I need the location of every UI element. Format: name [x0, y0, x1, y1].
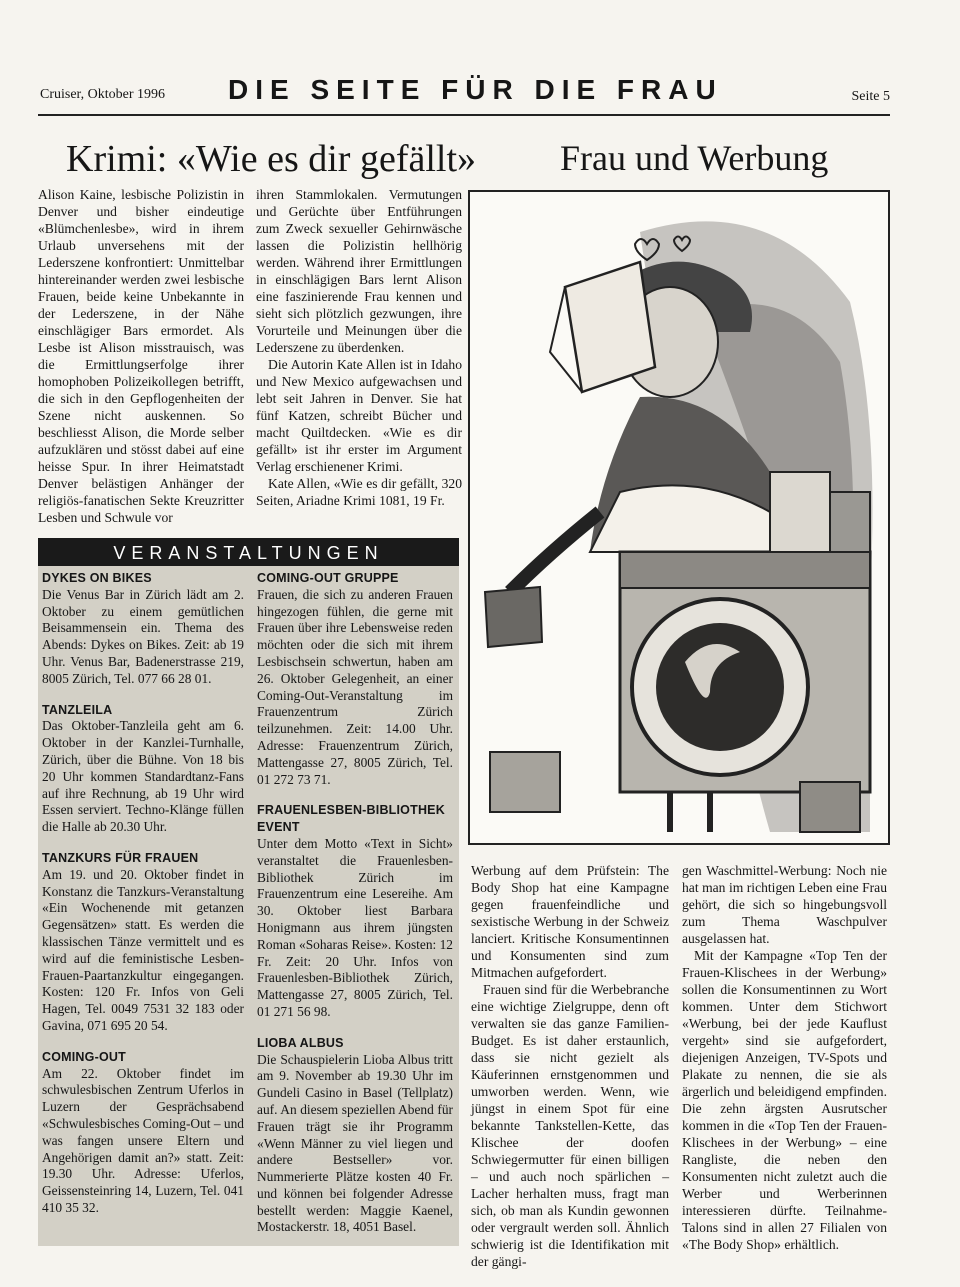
werbung-headline: Frau und Werbung — [560, 138, 829, 178]
woman-washing-machine-illustration — [468, 190, 890, 845]
krimi-paragraph: Alison Kaine, lesbische Polizistin in Denver und bisher eindeutige «Blümchenlesbe», wird in ihrem Urlaub unversehens mit der Lederszene konfrontiert: Unmittelbar hintereinander werden zwei lesbische Frauen, beide keine Unbekannte in der Lederszene, in der Nähe einschlägiger Bars ermordet. Als Lesbe ist Alison misstrauisch, was die Ermittlungserfolge ihrer homophoben Polizeikollegen betrifft, die sich in den Gepflogenheiten der Szene nicht auskennen. So beschliesst Alison, die Morde selber aufzuklären und stösst dabei auf eine heisse Spur. In ihrer Heimatstadt Denver belästigen Anhänger der religiös-fanatischen Sekte Kreuzritter Lesben und Schwule vor — [38, 187, 244, 525]
event-title: TANZLEILA — [42, 702, 113, 717]
event-text: Frauen, die sich zu anderen Frauen hingezogen fühlen, die gerne mit Frauen über ihre Lebensweise reden möchten oder die sich mit ihrem Lesbischsein schwertun, haben am 26. Oktober Gelegenheit, an einer Coming-Out-Veranstaltung im Frauenzentrum Zürich teilzunehmen. Zeit: 14.00 Uhr. Adresse: Frauenzentrum Zürich, Mattengasse 27, 8005 Zürich, Tel. 01 272 73 71. — [257, 586, 453, 787]
event-title: LIOBA ALBUS — [257, 1035, 344, 1050]
werbung-paragraph: gen Waschmittel-Werbung: Noch nie hat man im richtigen Leben eine Frau gehört, die sich so hingebungsvoll zum Thema Waschpulver ausgelassen hat. — [682, 863, 887, 946]
event-text: Die Schauspielerin Lioba Albus tritt am 9. November ab 19.30 Uhr im Gundeli Casino in Basel (Tellplatz) auf. An diesem speziellen Abend für Frauen trägt sie ihr Programm «Wenn Männer zu viel liegen und andere Bestseller» vor. Nummerierte Plätze kosten 40 Fr. und können bei folgender Adresse bestellt werden: Maggie Kaenel, Mostackerstr. 18, 4051 Basel. — [257, 1051, 453, 1235]
illustration-drawing — [470, 192, 888, 843]
werbung-paragraph: Werbung auf dem Prüfstein: The Body Shop hat eine Kampagne gegen frauenfeindliche und sexistische Werbung in der Schweiz lanciert. Kritische Konsumentinnen und Konsumenten sind zum Mitmachen aufgefordert. — [471, 863, 669, 980]
event-text: Am 22. Oktober findet im schwulesbischen Zentrum Uferlos in Luzern der Gesprächsabend «Schwulesbisches Coming-Out – und was fangen unsere Eltern und Angehörigen damit an?» statt. Zeit: 19.30 Uhr. Adresse: Uferlos, Geissensteinring 14, Luzern, Tel. 041 410 35 32. — [42, 1065, 244, 1215]
krimi-column-1 — [38, 186, 244, 526]
krimi-paragraph: ihren Stammlokalen. Vermutungen und Gerüchte über Entführungen zum Zweck sexueller Gehirnwäsche lassen die Polizistin hellhörig werden. Während ihrer Ermittlungen in einschlägigen Bars lernt Alison eine faszinierende Frau kennen und sieht sich plötzlich gezwungen, ihre Vorurteile und Meinungen über die Lederszene zu überdenken. — [256, 187, 462, 355]
event-title: FRAUENLESBEN-BIBLIOTHEK EVENT — [257, 803, 445, 835]
issue-label: Cruiser, Oktober 1996 — [40, 87, 166, 102]
event-title: DYKES ON BIKES — [42, 571, 152, 585]
werbung-paragraph: Mit der Kampagne «Top Ten der Frauen-Klischees in der Werbung» sollen die Konsumentinnen zu Wort kommen. Unter dem Stichwort «Werbung, bei der jede Kauflust vergeht» sind sie aufgefordert, diejenigen Anzeigen, TV-Spots und Plakate zu nennen, die sie als ärgerlich und beleidigend empfinden. Die zehn ärgsten Ausrutscher kommen in die «Top Ten der Frauen-Klischees in der Werbung» – eine Rangliste, die neben den Konsumenten nicht zuletzt auch die Werber und Werberinnen interessieren dürfte. Teilnahme-Talons sind in allen 27 Filialen von «The Body Shop» erhältlich. — [682, 948, 887, 1252]
event-text: Das Oktober-Tanzleila geht am 6. Oktober in der Kanzlei-Turnhalle, Zürich, über die Bühne. Von 18 bis 20 Uhr kommen Standardtanz-Fans auf ihre Rechnung, ab 19 Uhr wird Essen serviert. Techno-Klänge füllen die Halle ab 20.30 Uhr. — [42, 718, 244, 835]
page-number: Seite 5 — [851, 89, 890, 104]
krimi-paragraph: Kate Allen, «Wie es dir gefällt, 320 Seiten, Ariadne Krimi 1081, 19 Fr. — [256, 476, 462, 508]
events-column-left — [42, 570, 244, 1231]
werbung-column-1 — [471, 862, 669, 1270]
event-text: Die Venus Bar in Zürich lädt am 2. Oktober zu einem gemütlichen Beisammensein ein. Thema des Abends: Dykes on Bikes. Zeit: ab 19 Uhr. Venus Bar, Badenerstrasse 219, 8005 Zürich, Tel. 077 66 28 01. — [42, 586, 244, 686]
event-title: COMING-OUT GRUPPE — [257, 571, 399, 585]
page-title: DIE SEITE FÜR DIE FRAU — [228, 74, 723, 105]
krimi-paragraph: Die Autorin Kate Allen ist in Idaho und New Mexico aufgewachsen und lebt seit Jahren in Denver. Sie hat fünf Katzen, schreibt Bücher und macht Quiltdecken. «Wie es dir gefällt» ist ihr erster im Argument Verlag erschienener Krimi. — [256, 357, 462, 474]
werbung-column-2 — [682, 862, 887, 1253]
krimi-column-2 — [256, 186, 462, 509]
events-column-right — [257, 570, 453, 1250]
event-title: TANZKURS FÜR FRAUEN — [42, 850, 199, 865]
krimi-headline: Krimi: «Wie es dir gefällt» — [66, 138, 477, 180]
event-text: Unter dem Motto «Text in Sicht» veranstaltet die Frauenlesben-Bibliothek Zürich im Frauenzentrum eine Lesereihe. Am 30. Oktober liest Barbara Honigmann aus ihrem jüngsten Roman «Soharas Reise». Kosten: 12 Fr. Zeit: 20 Uhr. Infos von Frauenlesben-Bibliothek Zürich, Mattengasse 27, 8005 Zürich, Tel. 01 271 56 98. — [257, 835, 454, 1019]
event-title: COMING-OUT — [42, 1049, 126, 1064]
werbung-paragraph: Frauen sind für die Werbebranche eine wichtige Zielgruppe, denn oft verwalten sie das ganze Familien-Budget. Es ist daher erstaunlich, dass sie nicht gezielt als Käuferinnen ernstgenommen und umworben werden. Wenn, wie jüngst in einem Spot für eine bekannte Tankstellen-Kette, das Klischee der doofen Schwiegermutter für einen billigen – und auch noch spärlichen – Lacher herhalten muss, fragt man sich, ob man als Kundin gewonnen oder vergrault werden soll. Ähnlich schwierig ist die Identifikation mit der gängi- — [471, 982, 669, 1269]
events-header: VERANSTALTUNGEN — [38, 538, 459, 566]
event-text: Am 19. und 20. Oktober findet in Konstanz die Tanzkurs-Veranstaltung «Ein Wochenende mit getanzen Gegensätzen» statt. Es werden die klassischen Tänze vermittelt und es wird auf die feministische Lesben-Frauen-Paartanzkultur eingegangen. Kosten: 120 Fr. Infos von Geli Hagen, Tel. 0049 7531 32 183 oder Gavina, 071 695 20 54. — [42, 866, 244, 1033]
masthead-rule — [38, 114, 890, 116]
